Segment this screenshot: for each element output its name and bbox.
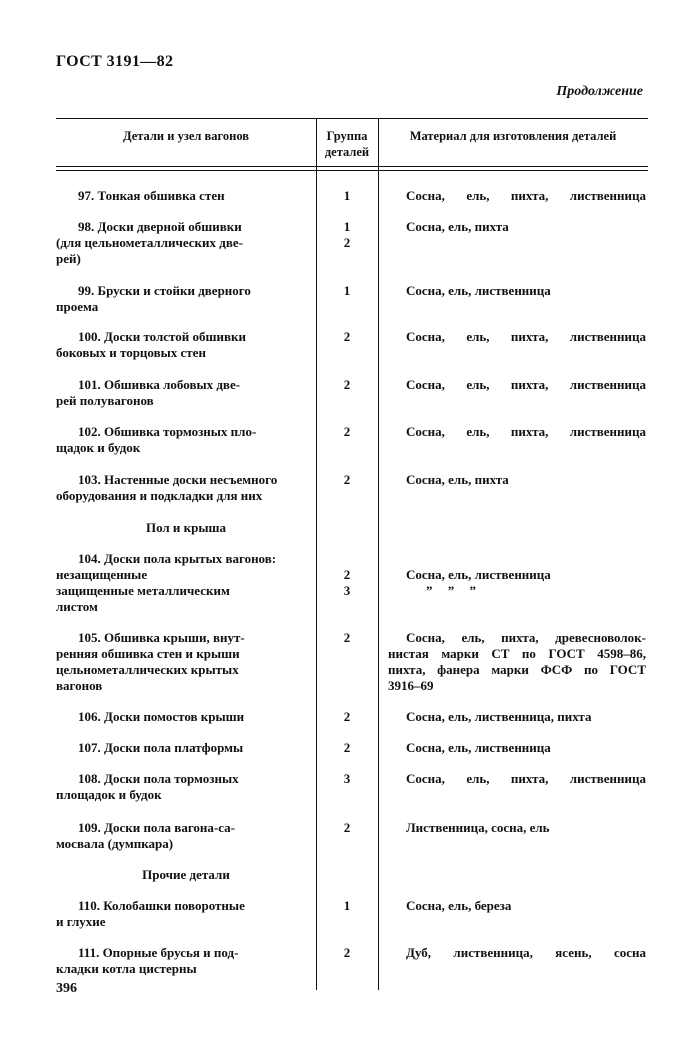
group-line: 1 (343, 219, 351, 234)
row-part (56, 219, 312, 267)
group-line (316, 551, 378, 567)
row-group (316, 630, 378, 646)
material-line: Дуб, лиственница, ясень, сосна (406, 945, 646, 960)
row-part (56, 820, 312, 852)
material-line: Сосна, ель, пихта, лиственница (406, 188, 646, 203)
row-group (316, 709, 378, 725)
material-line: Сосна, ель, пихта (406, 219, 509, 234)
material-line: Сосна, ель, береза (406, 898, 512, 913)
row-material (406, 820, 646, 836)
header-group-line2: деталей (324, 145, 370, 159)
group-line: 2 (343, 377, 351, 392)
part-line: 110. Колобашки поворотные (78, 898, 245, 913)
group-line: 2 (343, 567, 351, 582)
row-group (316, 219, 378, 251)
group-line: 2 (343, 329, 351, 344)
part-line: рей полувагонов (56, 393, 154, 408)
part-line: 109. Доски пола вагона-са- (78, 820, 235, 835)
material-line (406, 551, 646, 567)
column-divider-2 (378, 118, 379, 990)
row-part (56, 377, 312, 409)
header-rule-2 (56, 170, 648, 171)
part-line: площадок и будок (56, 787, 162, 802)
part-line: и глухие (56, 914, 106, 929)
part-line: 111. Опорные брусья и под- (78, 945, 239, 960)
part-line: 97. Тонкая обшивка стен (78, 188, 225, 203)
part-line: мосвала (думпкара) (56, 836, 174, 851)
part-line: кладки котла цистерны (56, 961, 197, 976)
row-material (406, 329, 646, 345)
row-material (406, 424, 646, 440)
material-line: 3916–69 (388, 678, 434, 693)
material-line: Сосна, ель, лиственница (406, 740, 551, 755)
group-line: 2 (343, 630, 351, 645)
header-group (316, 128, 378, 160)
part-line: цельнометаллических крытых (56, 662, 239, 677)
part-line: (для цельнометаллических две- (56, 235, 243, 250)
row-part (56, 424, 312, 456)
part-line: рей) (56, 251, 81, 266)
row-material (406, 771, 646, 787)
part-line: щадок и будок (56, 440, 141, 455)
row-group (316, 472, 378, 488)
row-group (316, 377, 378, 393)
row-part (56, 472, 312, 504)
group-line: 3 (343, 583, 351, 598)
row-part (56, 188, 312, 204)
row-material (406, 188, 646, 204)
row-group (316, 551, 378, 599)
part-line: оборудования и подкладки для них (56, 488, 263, 503)
material-line: Сосна, ель, лиственница (406, 567, 551, 582)
group-line: 3 (343, 771, 351, 786)
section-heading-floor: Пол и крыша (145, 520, 227, 535)
part-line: 99. Бруски и стойки дверного (78, 283, 251, 298)
material-line: Сосна, ель, пихта (406, 472, 509, 487)
row-material (406, 709, 646, 725)
group-line: 2 (343, 472, 351, 487)
document-code: ГОСТ 3191—82 (56, 53, 174, 70)
part-line: вагонов (56, 678, 103, 693)
row-group (316, 771, 378, 787)
part-line: проема (56, 299, 99, 314)
row-group (316, 945, 378, 961)
row-material (406, 472, 646, 488)
row-group (316, 283, 378, 299)
row-material (406, 551, 646, 599)
group-line: 2 (343, 709, 351, 724)
group-line: 1 (343, 898, 351, 913)
part-line: 105. Обшивка крыши, внут- (78, 630, 245, 645)
material-line: Сосна, ель, пихта, лиственница (406, 771, 646, 786)
continuation-label: Продолжение (556, 84, 643, 99)
material-line: Сосна, ель, пихта, лиственница (406, 329, 646, 344)
group-line: 1 (343, 283, 351, 298)
material-line: Сосна, ель, пихта, древесноволок- (406, 630, 646, 645)
row-group (316, 740, 378, 756)
row-part (56, 630, 312, 694)
row-material (406, 945, 646, 961)
section-heading-other: Прочие детали (142, 867, 230, 882)
row-material (406, 283, 646, 299)
part-line: 101. Обшивка лобовых две- (78, 377, 241, 392)
row-group (316, 424, 378, 440)
part-line: листом (56, 599, 98, 614)
row-material (406, 898, 646, 914)
group-line: 2 (343, 945, 351, 960)
group-line: 2 (343, 424, 351, 439)
table-top-rule (56, 118, 648, 119)
material-line: нистая марки СТ по ГОСТ 4598–86, (388, 646, 646, 661)
material-line: пихта, фанера марки ФСФ по ГОСТ (388, 662, 646, 677)
material-line: Сосна, ель, лиственница, пихта (406, 709, 592, 724)
group-line: 2 (343, 235, 351, 250)
part-line: незащищенные (56, 567, 148, 582)
group-line: 1 (343, 188, 351, 203)
part-line: 98. Доски дверной обшивки (78, 219, 242, 234)
material-line: Сосна, ель, лиственница (406, 283, 551, 298)
part-line: защищенные металлическим (56, 583, 230, 598)
row-group (316, 188, 378, 204)
material-line: Лиственница, сосна, ель (406, 820, 550, 835)
row-part (56, 945, 312, 977)
row-group (316, 898, 378, 914)
row-part (56, 898, 312, 930)
row-part (56, 771, 312, 803)
page-number: 396 (56, 981, 77, 996)
part-line: 104. Доски пола крытых вагонов: (78, 551, 277, 566)
row-material (406, 740, 646, 756)
part-line: 106. Доски помостов крыши (78, 709, 245, 724)
header-rule-1 (56, 166, 648, 167)
header-group-line1: Группа (326, 129, 368, 143)
material-line: ” ” ” (426, 583, 482, 598)
row-part (56, 329, 312, 361)
group-line: 2 (343, 740, 351, 755)
part-line: ренняя обшивка стен и крыши (56, 646, 240, 661)
row-part (56, 740, 312, 756)
part-line: 108. Доски пола тормозных (78, 771, 239, 786)
row-group (316, 329, 378, 345)
header-material: Материал для изготовления деталей (409, 129, 617, 143)
row-part (56, 283, 312, 315)
group-line: 2 (343, 820, 351, 835)
material-line: Сосна, ель, пихта, лиственница (406, 424, 646, 439)
row-part (56, 551, 312, 615)
part-line: 100. Доски толстой обшивки (78, 329, 246, 344)
row-material (406, 377, 646, 393)
row-material (388, 630, 646, 694)
header-part: Детали и узел вагонов (122, 129, 250, 143)
part-line: 107. Доски пола платформы (78, 740, 244, 755)
part-line: 102. Обшивка тормозных пло- (78, 424, 257, 439)
row-part (56, 709, 312, 725)
part-line: 103. Настенные доски несъемного (78, 472, 278, 487)
material-line: Сосна, ель, пихта, лиственница (406, 377, 646, 392)
row-material (406, 219, 646, 235)
row-group (316, 820, 378, 836)
part-line: боковых и торцовых стен (56, 345, 206, 360)
